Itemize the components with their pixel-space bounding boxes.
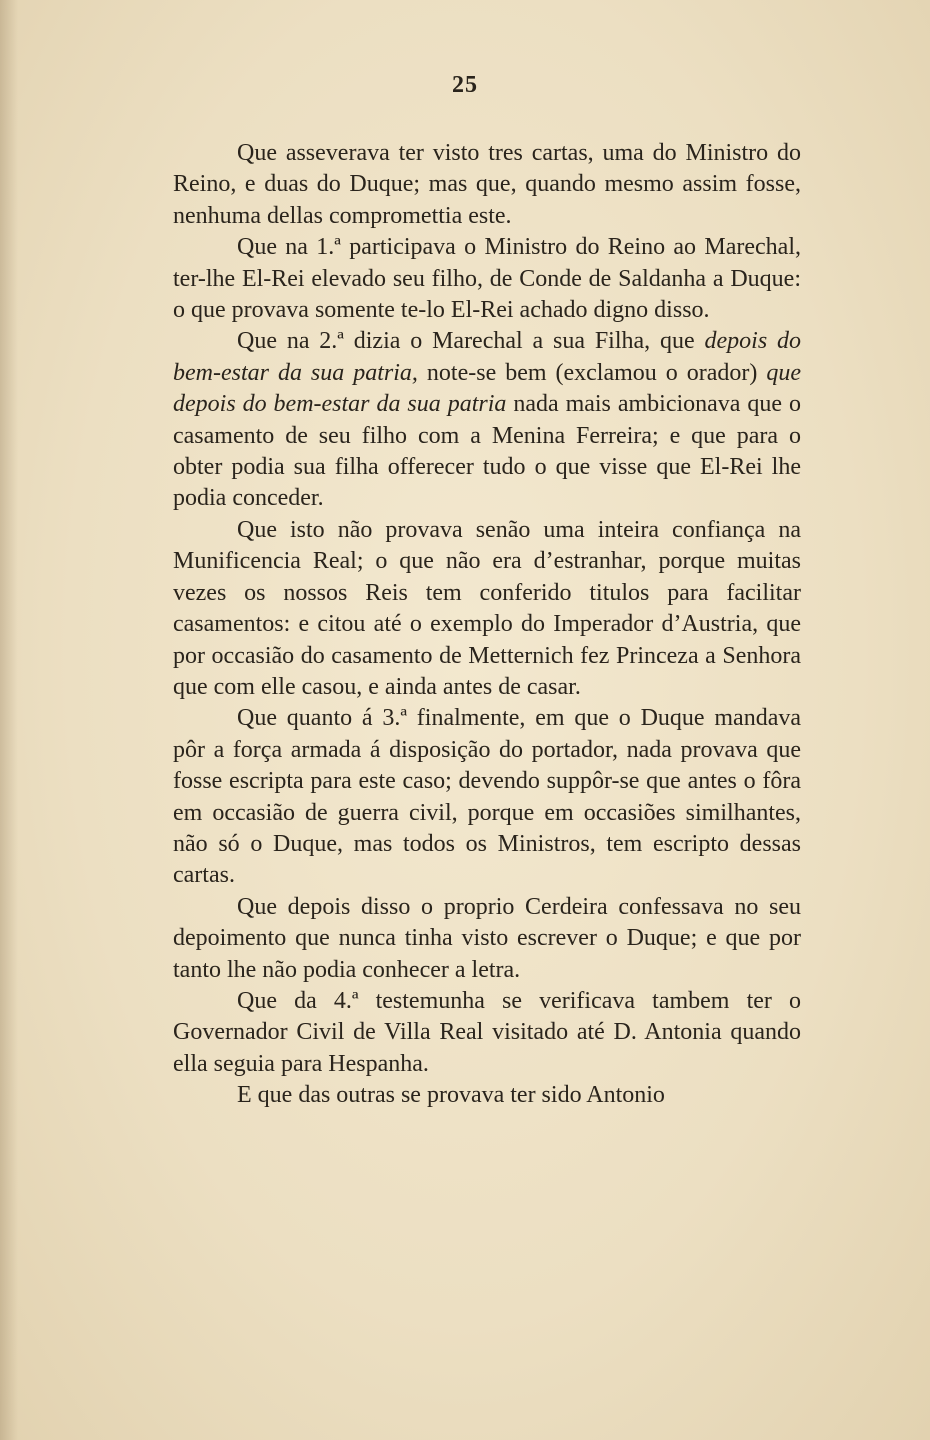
paragraph-8: [173, 1080, 801, 1111]
paragraph-3: [173, 326, 801, 514]
paragraph-segment: Que na 1.ª participava o Ministro do Reino ao Marechal, ter-lhe El-Rei elevado seu filho, de Conde de Saldanha a Duque: o que provava somente te-lo El-Rei achado digno disso.: [173, 234, 801, 324]
paragraph-segment: Que depois disso o proprio Cerdeira confessava no seu depoimento que nunca tinha visto escrever o Duque; e que por tanto lhe não podia conhecer a letra.: [173, 893, 801, 983]
paragraph-5: [173, 703, 801, 891]
paragraph-segment: E que das outras se provava ter sido Antonio: [237, 1082, 665, 1109]
paragraph-2: [173, 232, 801, 326]
paragraph-segment: Que isto não provava senão uma inteira confiança na Munificencia Real; o que não era d’estranhar, porque muitas vezes os nossos Reis tem conferido titulos para facilitar casamentos: e citou até o exemplo do Imperador d’Austria, que por occasião do casamento de Metternich fez Princeza a Senhora que com elle casou, e ainda antes de casar.: [173, 516, 801, 700]
paragraph-segment: Que na 2.ª dizia o Marechal a sua Filha, que: [237, 328, 705, 355]
page-edge-shadow: [0, 0, 18, 1440]
paragraph-segment: Que quanto á 3.ª finalmente, em que o Duque mandava pôr a força armada á disposição do portador, nada provava que fosse escripta para este caso; devendo suppôr-se que antes o fôra em occasião de guerra civil, porque em occasiões similhantes, não só o Duque, mas todos os Ministros, tem escripto dessas cartas.: [173, 705, 801, 889]
page-number: 25: [452, 72, 478, 98]
paragraph-segment: nada mais ambicionava que o casamento de seu filho com a Menina Ferreira; e que para o obter podia sua filha offerecer tudo o que visse que El-Rei lhe podia conceder.: [173, 391, 801, 512]
paragraph-7: [173, 986, 801, 1080]
paragraph-segment: Que asseverava ter visto tres cartas, uma do Ministro do Reino, e duas do Duque; mas que, quando mesmo assim fosse, nenhuma dellas compromettia este.: [173, 140, 801, 229]
paragraph-4: [173, 515, 801, 703]
paragraph-1: [173, 138, 801, 232]
body-text: [173, 138, 801, 1112]
paragraph-6: [173, 892, 801, 986]
paragraph-segment: note-se bem (exclamou o orador): [417, 359, 767, 386]
paragraph-segment-italic: depois do bem-estar da sua patria,: [173, 328, 801, 386]
paragraph-segment-italic: que depois do bem-estar da sua patria: [173, 359, 801, 418]
paragraph-segment: Que da 4.ª testemunha se verificava tambem ter o Governador Civil de Villa Real visitado até D. Antonia quando ella seguia para Hespanha.: [173, 987, 801, 1077]
